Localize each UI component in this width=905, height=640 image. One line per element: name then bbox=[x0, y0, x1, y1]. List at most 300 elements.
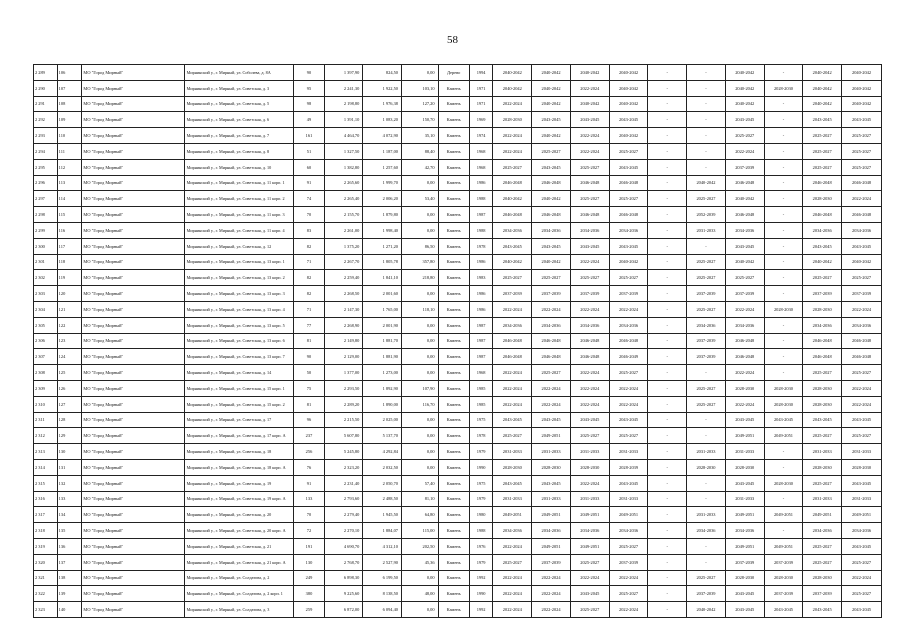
table-row bbox=[34, 349, 882, 365]
cell-period-3: 2025-2027 bbox=[570, 554, 609, 570]
table-row bbox=[34, 570, 882, 586]
cell-period-5: - bbox=[648, 301, 687, 317]
cell-period-3: 2022-2024 bbox=[570, 301, 609, 317]
cell-total-area: 2 768,70 bbox=[324, 554, 363, 570]
cell-total-area: 6 872,00 bbox=[324, 602, 363, 618]
cell-residential-area: 1 884,07 bbox=[363, 523, 402, 539]
cell-period-3: 2022-2024 bbox=[570, 475, 609, 491]
cell-period-9: 2040-2042 bbox=[803, 65, 842, 81]
cell-period-6: 2025-2027 bbox=[687, 396, 726, 412]
cell-period-2: 2040-2042 bbox=[532, 191, 571, 207]
cell-period-1: 2022-2024 bbox=[493, 602, 532, 618]
cell-non-residential-area: 127,20 bbox=[402, 96, 439, 112]
cell-period-8: 2028-2030 bbox=[764, 80, 803, 96]
cell-period-7: 2043-2045 bbox=[725, 412, 764, 428]
cell-address: Мирнинский у., г. Мирный, ул. Советская, д. 13 корп. 2 bbox=[184, 270, 294, 286]
cell-period-7: 2034-2036 bbox=[725, 523, 764, 539]
cell-item-number: 140 bbox=[57, 602, 82, 618]
cell-period-9: 2028-2030 bbox=[803, 459, 842, 475]
cell-item-number: 135 bbox=[57, 523, 82, 539]
cell-total-area: 2 155,70 bbox=[324, 207, 363, 223]
table-row bbox=[34, 365, 882, 381]
cell-residential-area: 2 025,00 bbox=[363, 412, 402, 428]
cell-apartment-count: 60 bbox=[294, 159, 324, 175]
cell-municipality: МО "Город Мирный" bbox=[82, 475, 184, 491]
cell-period-3: 2043-2045 bbox=[570, 412, 609, 428]
cell-period-6: 2052-2039 bbox=[687, 207, 726, 223]
cell-period-1: 2022-2024 bbox=[493, 570, 532, 586]
cell-municipality: МО "Город Мирный" bbox=[82, 380, 184, 396]
cell-period-8: 2028-2030 bbox=[764, 570, 803, 586]
cell-period-3: 2022-2024 bbox=[570, 365, 609, 381]
cell-apartment-count: 191 bbox=[294, 538, 324, 554]
cell-period-10: 2031-2033 bbox=[842, 444, 882, 460]
cell-row-number: 2 316 bbox=[34, 491, 58, 507]
cell-period-7: 2043-2045 bbox=[725, 586, 764, 602]
cell-period-2: 2040-2042 bbox=[532, 254, 571, 270]
cell-municipality: МО "Город Мирный" bbox=[82, 602, 184, 618]
cell-period-4: 2037-2039 bbox=[609, 286, 648, 302]
cell-total-area: 2 265,40 bbox=[324, 191, 363, 207]
cell-period-4: 2040-2042 bbox=[609, 254, 648, 270]
table-row bbox=[34, 254, 882, 270]
cell-item-number: 109 bbox=[57, 112, 82, 128]
cell-period-3: 2028-2030 bbox=[570, 459, 609, 475]
cell-period-10: 2034-2036 bbox=[842, 222, 882, 238]
cell-period-9: 2025-2027 bbox=[803, 538, 842, 554]
cell-year-built: 1980 bbox=[469, 507, 493, 523]
cell-period-2: 2046-2048 bbox=[532, 207, 571, 223]
cell-apartment-count: 91 bbox=[294, 175, 324, 191]
table-row bbox=[34, 602, 882, 618]
cell-period-8: - bbox=[764, 96, 803, 112]
cell-municipality: МО "Город Мирный" bbox=[82, 523, 184, 539]
cell-apartment-count: 161 bbox=[294, 128, 324, 144]
cell-period-4: 2037-2039 bbox=[609, 554, 648, 570]
cell-period-7: 2037-2039 bbox=[725, 159, 764, 175]
cell-non-residential-area: 0,00 bbox=[402, 207, 439, 223]
cell-wall-material: Камень bbox=[438, 286, 469, 302]
cell-wall-material: Камень bbox=[438, 507, 469, 523]
cell-non-residential-area: 115,00 bbox=[402, 523, 439, 539]
cell-address: Мирнинский у., г. Мирный, ул. Советская, д. 15 корп. 2 bbox=[184, 396, 294, 412]
cell-period-3: 2049-2051 bbox=[570, 507, 609, 523]
cell-period-3: 2031-2033 bbox=[570, 491, 609, 507]
cell-period-1: 2040-2042 bbox=[493, 191, 532, 207]
cell-municipality: МО "Город Мирный" bbox=[82, 317, 184, 333]
cell-period-8: - bbox=[764, 491, 803, 507]
cell-period-7: 2043-2045 bbox=[725, 602, 764, 618]
cell-item-number: 133 bbox=[57, 491, 82, 507]
cell-residential-area: 1 892,90 bbox=[363, 380, 402, 396]
cell-total-area: 5 245,80 bbox=[324, 444, 363, 460]
cell-period-7: 2031-2033 bbox=[725, 444, 764, 460]
cell-period-1: 2025-2027 bbox=[493, 159, 532, 175]
table-row bbox=[34, 444, 882, 460]
cell-year-built: 1986 bbox=[469, 175, 493, 191]
cell-municipality: МО "Город Мирный" bbox=[82, 191, 184, 207]
cell-period-8: 2049-2051 bbox=[764, 507, 803, 523]
table-row bbox=[34, 143, 882, 159]
cell-period-10: 2043-2045 bbox=[842, 238, 882, 254]
cell-period-10: 2031-2033 bbox=[842, 491, 882, 507]
cell-period-2: 2022-2024 bbox=[532, 396, 571, 412]
table-row bbox=[34, 301, 882, 317]
cell-row-number: 2 295 bbox=[34, 159, 58, 175]
cell-year-built: 1968 bbox=[469, 159, 493, 175]
table-row bbox=[34, 380, 882, 396]
cell-non-residential-area: 103,10 bbox=[402, 80, 439, 96]
cell-period-9: 2034-2036 bbox=[803, 222, 842, 238]
cell-apartment-count: 75 bbox=[294, 380, 324, 396]
cell-period-3: 2022-2024 bbox=[570, 396, 609, 412]
cell-period-3: 2034-2036 bbox=[570, 222, 609, 238]
cell-period-7: 2040-2042 bbox=[725, 96, 764, 112]
cell-total-area: 2 323,20 bbox=[324, 459, 363, 475]
cell-non-residential-area: 88,40 bbox=[402, 143, 439, 159]
cell-wall-material: Камень bbox=[438, 428, 469, 444]
cell-period-6: 2034-2036 bbox=[687, 523, 726, 539]
cell-period-7: 2025-2027 bbox=[725, 270, 764, 286]
cell-non-residential-area: 0,00 bbox=[402, 286, 439, 302]
cell-period-1: 2022-2024 bbox=[493, 96, 532, 112]
cell-wall-material: Камень bbox=[438, 143, 469, 159]
cell-row-number: 2 297 bbox=[34, 191, 58, 207]
table-row bbox=[34, 112, 882, 128]
cell-address: Мирнинский у., г. Мирный, ул. Советская, д. 21 bbox=[184, 538, 294, 554]
cell-apartment-count: 81 bbox=[294, 333, 324, 349]
table-row bbox=[34, 128, 882, 144]
page-number: 58 bbox=[447, 34, 458, 46]
cell-non-residential-area: 48,00 bbox=[402, 586, 439, 602]
cell-row-number: 2 313 bbox=[34, 444, 58, 460]
table-row bbox=[34, 191, 882, 207]
cell-total-area: 2 147,30 bbox=[324, 301, 363, 317]
cell-period-5: - bbox=[648, 365, 687, 381]
cell-period-1: 2037-2039 bbox=[493, 286, 532, 302]
cell-wall-material: Камень bbox=[438, 365, 469, 381]
cell-period-5: - bbox=[648, 586, 687, 602]
cell-period-3: 2025-2027 bbox=[570, 428, 609, 444]
cell-residential-area: 4 312,10 bbox=[363, 538, 402, 554]
cell-period-2: 2034-2036 bbox=[532, 222, 571, 238]
cell-wall-material: Камень bbox=[438, 80, 469, 96]
cell-residential-area: 1 976,38 bbox=[363, 96, 402, 112]
cell-non-residential-area: 0,00 bbox=[402, 65, 439, 81]
cell-municipality: МО "Город Мирный" bbox=[82, 538, 184, 554]
cell-total-area: 1 382,80 bbox=[324, 159, 363, 175]
cell-apartment-count: 76 bbox=[294, 459, 324, 475]
cell-period-8: - bbox=[764, 523, 803, 539]
cell-year-built: 1990 bbox=[469, 459, 493, 475]
cell-item-number: 122 bbox=[57, 317, 82, 333]
cell-item-number: 137 bbox=[57, 554, 82, 570]
cell-period-3: 2040-2042 bbox=[570, 65, 609, 81]
cell-period-6: - bbox=[687, 80, 726, 96]
cell-year-built: 1994 bbox=[469, 65, 493, 81]
cell-address: Мирнинский у., г. Мирный, ул. Советская, д. 10 bbox=[184, 159, 294, 175]
cell-period-9: 2046-2048 bbox=[803, 333, 842, 349]
cell-period-1: 2031-2033 bbox=[493, 444, 532, 460]
table-row bbox=[34, 491, 882, 507]
cell-period-3: 2022-2024 bbox=[570, 254, 609, 270]
table-row bbox=[34, 317, 882, 333]
cell-municipality: МО "Город Мирный" bbox=[82, 222, 184, 238]
cell-period-4: 2043-2045 bbox=[609, 159, 648, 175]
cell-row-number: 2 303 bbox=[34, 286, 58, 302]
cell-period-6: 2040-2042 bbox=[687, 175, 726, 191]
cell-non-residential-area: 0,00 bbox=[402, 317, 439, 333]
cell-period-8: 2043-2045 bbox=[764, 602, 803, 618]
cell-period-9: 2025-2027 bbox=[803, 554, 842, 570]
cell-period-8: 2028-2030 bbox=[764, 396, 803, 412]
cell-period-1: 2046-2048 bbox=[493, 207, 532, 223]
cell-address: Мирнинский у., г. Мирный, ул. Советская, д. 8 bbox=[184, 143, 294, 159]
cell-apartment-count: 237 bbox=[294, 428, 324, 444]
cell-period-8: - bbox=[764, 143, 803, 159]
cell-period-5: - bbox=[648, 286, 687, 302]
cell-period-5: - bbox=[648, 412, 687, 428]
cell-period-9: 2043-2045 bbox=[803, 602, 842, 618]
cell-total-area: 2 289,20 bbox=[324, 396, 363, 412]
cell-address: Мирнинский у., г. Мирный, ул. Солдатова, д. 3 bbox=[184, 602, 294, 618]
cell-period-2: 2025-2027 bbox=[532, 270, 571, 286]
cell-period-9: 2043-2045 bbox=[803, 238, 842, 254]
cell-item-number: 124 bbox=[57, 349, 82, 365]
cell-item-number: 130 bbox=[57, 444, 82, 460]
cell-period-9: 2034-2036 bbox=[803, 523, 842, 539]
cell-row-number: 2 289 bbox=[34, 65, 58, 81]
cell-period-2: 2025-2027 bbox=[532, 143, 571, 159]
cell-period-4: 2031-2033 bbox=[609, 491, 648, 507]
cell-period-6: 2031-2033 bbox=[687, 444, 726, 460]
cell-total-area: 2 793,60 bbox=[324, 491, 363, 507]
cell-year-built: 1975 bbox=[469, 412, 493, 428]
cell-residential-area: 4 292,84 bbox=[363, 444, 402, 460]
cell-non-residential-area: 0,00 bbox=[402, 349, 439, 365]
cell-period-10: 2040-2042 bbox=[842, 80, 882, 96]
cell-year-built: 1968 bbox=[469, 365, 493, 381]
cell-period-5: - bbox=[648, 349, 687, 365]
cell-period-5: - bbox=[648, 207, 687, 223]
cell-period-2: 2031-2033 bbox=[532, 444, 571, 460]
cell-row-number: 2 323 bbox=[34, 602, 58, 618]
cell-wall-material: Камень bbox=[438, 538, 469, 554]
cell-period-2: 2022-2024 bbox=[532, 602, 571, 618]
cell-period-7: 2049-2051 bbox=[725, 507, 764, 523]
cell-municipality: МО "Город Мирный" bbox=[82, 491, 184, 507]
cell-period-5: - bbox=[648, 602, 687, 618]
cell-non-residential-area: 357,80 bbox=[402, 254, 439, 270]
cell-period-2: 2037-2039 bbox=[532, 554, 571, 570]
cell-period-10: 2034-2036 bbox=[842, 523, 882, 539]
cell-period-8: - bbox=[764, 238, 803, 254]
cell-wall-material: Камень bbox=[438, 459, 469, 475]
cell-period-6: 2031-2033 bbox=[687, 507, 726, 523]
cell-period-10: 2046-2048 bbox=[842, 333, 882, 349]
cell-period-2: 2046-2048 bbox=[532, 349, 571, 365]
cell-municipality: МО "Город Мирный" bbox=[82, 238, 184, 254]
cell-period-1: 2043-2045 bbox=[493, 412, 532, 428]
cell-year-built: 1983 bbox=[469, 270, 493, 286]
table-row bbox=[34, 159, 882, 175]
cell-period-8: - bbox=[764, 207, 803, 223]
cell-period-6: 2025-2027 bbox=[687, 301, 726, 317]
cell-municipality: МО "Город Мирный" bbox=[82, 96, 184, 112]
cell-wall-material: Камень bbox=[438, 333, 469, 349]
cell-period-2: 2046-2048 bbox=[532, 333, 571, 349]
cell-wall-material: Камень bbox=[438, 238, 469, 254]
cell-wall-material: Камень bbox=[438, 586, 469, 602]
cell-item-number: 120 bbox=[57, 286, 82, 302]
cell-period-9: 2037-2039 bbox=[803, 286, 842, 302]
cell-non-residential-area: 53,40 bbox=[402, 191, 439, 207]
cell-period-4: 2034-2036 bbox=[609, 523, 648, 539]
cell-total-area: 9 225,60 bbox=[324, 586, 363, 602]
table-row bbox=[34, 475, 882, 491]
cell-item-number: 129 bbox=[57, 428, 82, 444]
table-row bbox=[34, 286, 882, 302]
cell-item-number: 115 bbox=[57, 207, 82, 223]
cell-period-6: 2037-2039 bbox=[687, 333, 726, 349]
cell-period-6: - bbox=[687, 143, 726, 159]
cell-period-6: - bbox=[687, 412, 726, 428]
cell-total-area: 2 149,80 bbox=[324, 333, 363, 349]
cell-municipality: МО "Город Мирный" bbox=[82, 554, 184, 570]
cell-period-9: 2028-2030 bbox=[803, 191, 842, 207]
cell-apartment-count: 74 bbox=[294, 191, 324, 207]
cell-residential-area: 4 072,90 bbox=[363, 128, 402, 144]
cell-period-5: - bbox=[648, 128, 687, 144]
cell-total-area: 2 265,60 bbox=[324, 175, 363, 191]
cell-period-1: 2034-2036 bbox=[493, 317, 532, 333]
cell-total-area: 1 375,20 bbox=[324, 238, 363, 254]
cell-period-9: 2025-2027 bbox=[803, 475, 842, 491]
cell-period-9: 2025-2027 bbox=[803, 428, 842, 444]
cell-municipality: МО "Город Мирный" bbox=[82, 459, 184, 475]
cell-period-1: 2022-2024 bbox=[493, 380, 532, 396]
cell-item-number: 113 bbox=[57, 175, 82, 191]
cell-period-1: 2046-2048 bbox=[493, 349, 532, 365]
cell-residential-area: 1 945,50 bbox=[363, 507, 402, 523]
cell-year-built: 1979 bbox=[469, 554, 493, 570]
cell-year-built: 1985 bbox=[469, 396, 493, 412]
cell-period-4: 2025-2027 bbox=[609, 538, 648, 554]
cell-item-number: 126 bbox=[57, 380, 82, 396]
cell-period-10: 2025-2027 bbox=[842, 128, 882, 144]
cell-period-6: 2025-2027 bbox=[687, 380, 726, 396]
cell-year-built: 1987 bbox=[469, 333, 493, 349]
cell-period-7: 2040-2042 bbox=[725, 80, 764, 96]
cell-period-5: - bbox=[648, 65, 687, 81]
cell-period-10: 2043-2045 bbox=[842, 112, 882, 128]
cell-period-5: - bbox=[648, 80, 687, 96]
cell-period-1: 2049-2051 bbox=[493, 507, 532, 523]
cell-period-10: 2025-2027 bbox=[842, 159, 882, 175]
cell-item-number: 125 bbox=[57, 365, 82, 381]
cell-non-residential-area: 107,90 bbox=[402, 380, 439, 396]
cell-period-10: 2025-2027 bbox=[842, 586, 882, 602]
cell-year-built: 1976 bbox=[469, 538, 493, 554]
cell-apartment-count: 91 bbox=[294, 475, 324, 491]
cell-period-3: 2022-2024 bbox=[570, 380, 609, 396]
cell-non-residential-area: 118,10 bbox=[402, 301, 439, 317]
cell-address: Мирнинский у., г. Мирный, ул. Советская, д. 19 bbox=[184, 475, 294, 491]
cell-period-7: 2028-2030 bbox=[725, 570, 764, 586]
cell-period-7: 2031-2033 bbox=[725, 491, 764, 507]
cell-year-built: 1979 bbox=[469, 491, 493, 507]
cell-period-5: - bbox=[648, 444, 687, 460]
cell-period-4: 2028-2039 bbox=[609, 459, 648, 475]
cell-period-10: 2025-2027 bbox=[842, 270, 882, 286]
cell-period-2: 2040-2042 bbox=[532, 65, 571, 81]
cell-period-2: 2043-2045 bbox=[532, 412, 571, 428]
cell-year-built: 1979 bbox=[469, 444, 493, 460]
cell-total-area: 2 259,40 bbox=[324, 270, 363, 286]
cell-apartment-count: 70 bbox=[294, 207, 324, 223]
cell-apartment-count: 96 bbox=[294, 412, 324, 428]
cell-year-built: 1986 bbox=[469, 301, 493, 317]
cell-period-10: 2028-2030 bbox=[842, 459, 882, 475]
cell-wall-material: Камень bbox=[438, 412, 469, 428]
cell-period-8: 2028-2030 bbox=[764, 380, 803, 396]
cell-total-area: 2 241,30 bbox=[324, 80, 363, 96]
cell-period-6: 2040-2042 bbox=[687, 602, 726, 618]
cell-period-6: - bbox=[687, 159, 726, 175]
cell-period-2: 2049-2051 bbox=[532, 428, 571, 444]
cell-period-3: 2046-2048 bbox=[570, 175, 609, 191]
table-row bbox=[34, 538, 882, 554]
cell-period-2: 2046-2048 bbox=[532, 175, 571, 191]
cell-period-9: 2025-2027 bbox=[803, 143, 842, 159]
cell-residential-area: 2 006,20 bbox=[363, 191, 402, 207]
cell-period-3: 2025-2027 bbox=[570, 191, 609, 207]
cell-period-9: 2031-2033 bbox=[803, 491, 842, 507]
cell-item-number: 112 bbox=[57, 159, 82, 175]
cell-year-built: 1988 bbox=[469, 191, 493, 207]
cell-address: Мирнинский у., г. Мирный, ул. Советская, д. 15 корп. 1 bbox=[184, 380, 294, 396]
cell-period-4: 2046-2048 bbox=[609, 333, 648, 349]
cell-period-5: - bbox=[648, 143, 687, 159]
cell-apartment-count: 77 bbox=[294, 317, 324, 333]
cell-period-2: 2028-2030 bbox=[532, 459, 571, 475]
cell-period-10: 2049-2051 bbox=[842, 507, 882, 523]
cell-municipality: МО "Город Мирный" bbox=[82, 507, 184, 523]
cell-period-7: 2046-2048 bbox=[725, 349, 764, 365]
cell-wall-material: Камень bbox=[438, 159, 469, 175]
cell-item-number: 119 bbox=[57, 270, 82, 286]
cell-period-7: 2046-2048 bbox=[725, 207, 764, 223]
cell-period-10: 2022-2024 bbox=[842, 396, 882, 412]
cell-address: Мирнинский у., г. Мирный, ул. Советская, д. 7 bbox=[184, 128, 294, 144]
cell-period-3: 2034-2036 bbox=[570, 523, 609, 539]
cell-municipality: МО "Город Мирный" bbox=[82, 333, 184, 349]
cell-period-4: 2022-2024 bbox=[609, 602, 648, 618]
cell-period-5: - bbox=[648, 191, 687, 207]
cell-row-number: 2 318 bbox=[34, 523, 58, 539]
cell-address: Мирнинский у., г. Мирный, ул. Советская, д. 13 корп. 4 bbox=[184, 301, 294, 317]
cell-period-5: - bbox=[648, 523, 687, 539]
table-row bbox=[34, 523, 882, 539]
cell-wall-material: Камень bbox=[438, 270, 469, 286]
cell-apartment-count: 130 bbox=[294, 554, 324, 570]
cell-period-2: 2022-2024 bbox=[532, 586, 571, 602]
cell-period-7: 2034-2036 bbox=[725, 317, 764, 333]
cell-wall-material: Камень bbox=[438, 128, 469, 144]
cell-row-number: 2 305 bbox=[34, 317, 58, 333]
cell-municipality: МО "Город Мирный" bbox=[82, 207, 184, 223]
cell-address: Мирнинский у., г. Мирный, ул. Советская, д. 19 корп. А bbox=[184, 491, 294, 507]
